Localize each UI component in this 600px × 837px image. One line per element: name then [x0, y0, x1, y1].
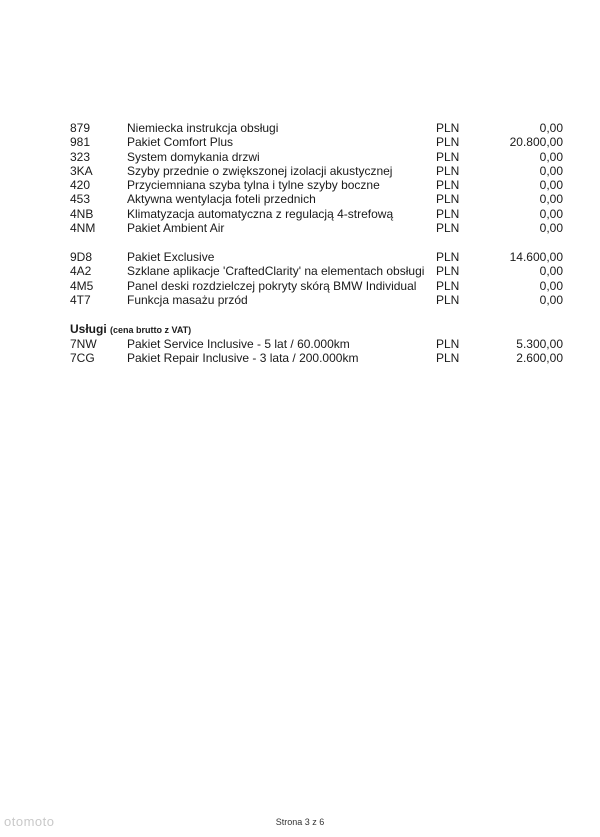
currency: PLN [436, 121, 460, 135]
price: 0,00 [539, 292, 563, 307]
currency: PLN [436, 178, 460, 193]
price: 0,00 [539, 264, 563, 279]
option-description: Pakiet Repair Inclusive - 3 lata / 200.000km [127, 351, 359, 366]
watermark: otomoto [4, 814, 55, 829]
services-title: Usługi [70, 322, 107, 336]
list-item [70, 250, 563, 264]
list-item [70, 351, 563, 365]
option-code: 7NW [70, 337, 97, 351]
option-code: 4NM [70, 221, 96, 236]
equipment-list-1 [70, 121, 563, 235]
option-code: 9D8 [70, 250, 93, 264]
option-code: 4NB [70, 206, 94, 221]
currency: PLN [436, 250, 460, 264]
list-item [70, 279, 563, 293]
price: 0,00 [539, 163, 563, 178]
page-number: Strona 3 z 6 [275, 817, 325, 827]
option-code: 981 [70, 135, 91, 150]
option-description: Klimatyzacja automatyczna z regulacją 4-strefową [127, 206, 394, 221]
price: 20.800,00 [509, 135, 563, 150]
price: 0,00 [539, 178, 563, 193]
option-code: 7CG [70, 351, 95, 366]
currency: PLN [436, 192, 460, 207]
option-code: 323 [70, 149, 91, 164]
services-note: (cena brutto z VAT) [110, 325, 192, 335]
services-list [70, 337, 563, 366]
price: 0,00 [539, 278, 563, 293]
list-item [70, 207, 563, 221]
price: 5.300,00 [516, 337, 563, 351]
option-code: 453 [70, 192, 91, 207]
option-code: 4A2 [70, 264, 92, 279]
equipment-list-2 [70, 250, 563, 307]
option-code: 879 [70, 121, 91, 135]
list-item [70, 337, 563, 351]
option-description: Aktywna wentylacja foteli przednich [127, 192, 316, 207]
currency: PLN [436, 264, 460, 279]
currency: PLN [436, 149, 460, 164]
currency: PLN [436, 351, 460, 366]
list-item [70, 192, 563, 206]
currency: PLN [436, 221, 460, 236]
currency: PLN [436, 163, 460, 178]
option-description: Pakiet Ambient Air [127, 221, 225, 236]
option-description: Pakiet Service Inclusive - 5 lat / 60.000km [127, 337, 350, 351]
option-code: 420 [70, 178, 91, 193]
option-code: 3KA [70, 163, 93, 178]
price: 0,00 [539, 149, 563, 164]
currency: PLN [436, 206, 460, 221]
option-description: Przyciemniana szyba tylna i tylne szyby boczne [127, 178, 380, 193]
price: 2.600,00 [516, 351, 563, 366]
option-description: Pakiet Comfort Plus [127, 135, 234, 150]
list-item [70, 150, 563, 164]
currency: PLN [436, 337, 460, 351]
option-description: Niemiecka instrukcja obsługi [127, 121, 279, 135]
list-item [70, 135, 563, 149]
option-description: Panel deski rozdzielczej pokryty skórą BMW Individual [127, 278, 417, 293]
currency: PLN [436, 135, 460, 150]
option-code: 4M5 [70, 278, 94, 293]
price: 0,00 [539, 221, 563, 236]
price: 0,00 [539, 121, 563, 135]
price: 0,00 [539, 206, 563, 221]
list-item [70, 264, 563, 278]
option-description: Funkcja masażu przód [127, 292, 248, 307]
services-heading [70, 322, 191, 336]
list-item [70, 293, 563, 307]
option-description: Szyby przednie o zwiększonej izolacji akustycznej [127, 163, 393, 178]
list-item [70, 178, 563, 192]
list-item [70, 121, 563, 135]
currency: PLN [436, 278, 460, 293]
price: 14.600,00 [509, 250, 563, 264]
list-item [70, 221, 563, 235]
option-description: Pakiet Exclusive [127, 250, 215, 264]
currency: PLN [436, 292, 460, 307]
list-item [70, 164, 563, 178]
option-description: System domykania drzwi [127, 149, 260, 164]
option-code: 4T7 [70, 292, 91, 307]
price: 0,00 [539, 192, 563, 207]
option-description: Szklane aplikacje 'CraftedClarity' na elementach obsługi [127, 264, 425, 279]
